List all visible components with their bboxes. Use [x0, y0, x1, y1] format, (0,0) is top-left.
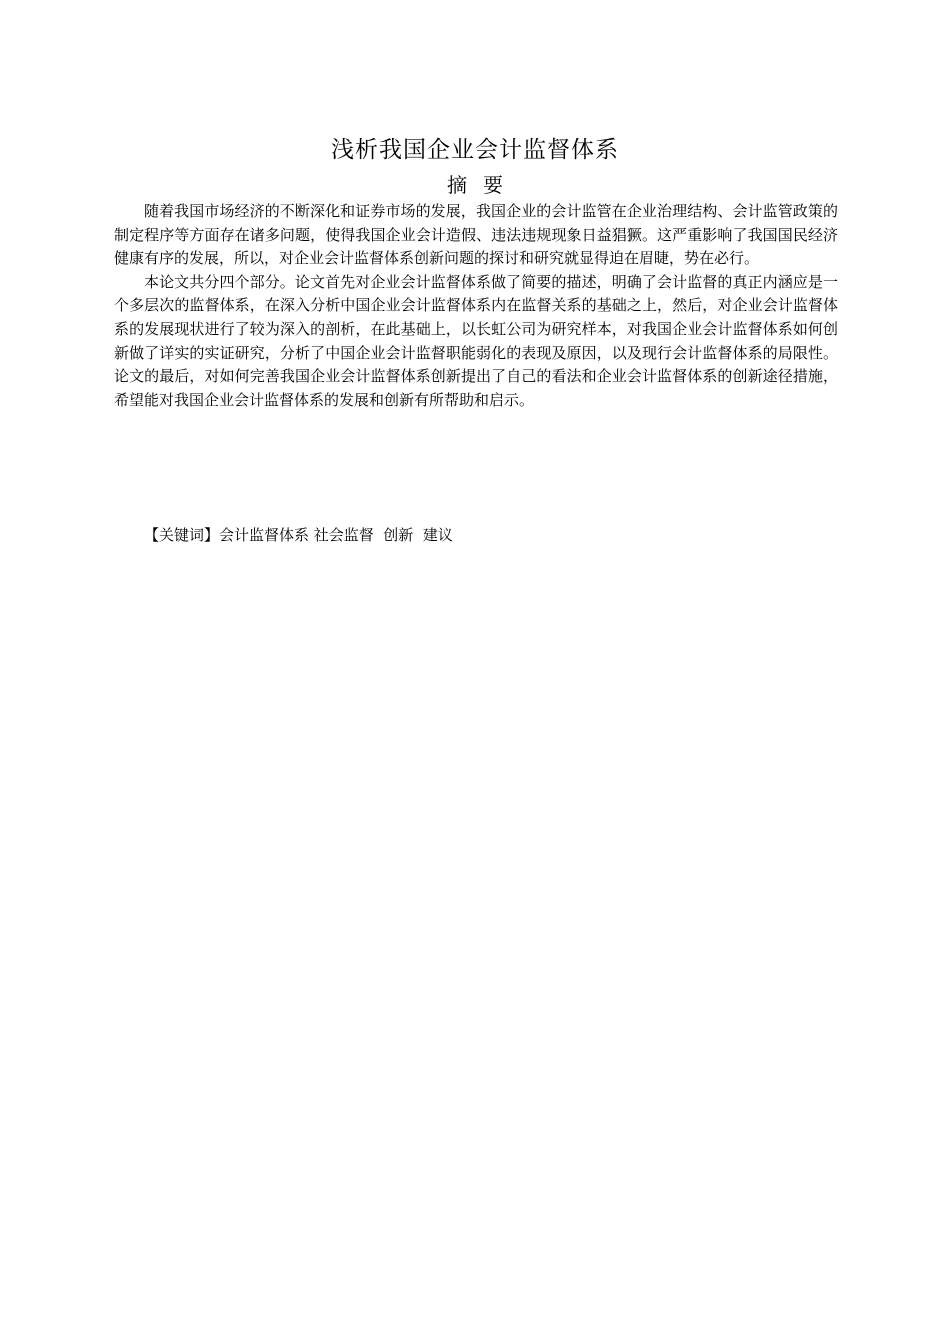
keywords-line: 【关键词】会计监督体系 社会监督 创新 建议 — [144, 526, 453, 544]
abstract-paragraph-2: 本论文共分四个部分。论文首先对企业会计监督体系做了简要的描述，明确了会计监督的真正内涵应是一个多层次的监督体系，在深入分析中国企业会计监督体系内在监督关系的基础之上，然后，对企业会计监督体系的发展现状进行了较为深入的剖析，在此基础上，以长虹公司为研究样本，对我国企业会计监督体系如何创新做了详实的实证研究，分析了中国企业会计监督职能弱化的表现及原因，以及现行会计监督体系的局限性。论文的最后，对如何完善我国企业会计监督体系创新提出了自己的看法和企业会计监督体系的创新途径措施，希望能对我国企业会计监督体系的发展和创新有所帮助和启示。 — [114, 272, 838, 409]
document-title: 浅析我国企业会计监督体系 — [331, 137, 619, 163]
abstract-body — [114, 200, 838, 412]
abstract-paragraph-1: 随着我国市场经济的不断深化和证券市场的发展，我国企业的会计监管在企业治理结构、会计监管政策的制定程序等方面存在诸多问题，使得我国企业会计造假、违法违规现象日益猖獗。这严重影响了我国国民经济健康有序的发展，所以，对企业会计监督体系创新问题的探讨和研究就显得迫在眉睫，势在必行。 — [114, 202, 838, 268]
abstract-heading: 摘要 — [447, 173, 519, 197]
